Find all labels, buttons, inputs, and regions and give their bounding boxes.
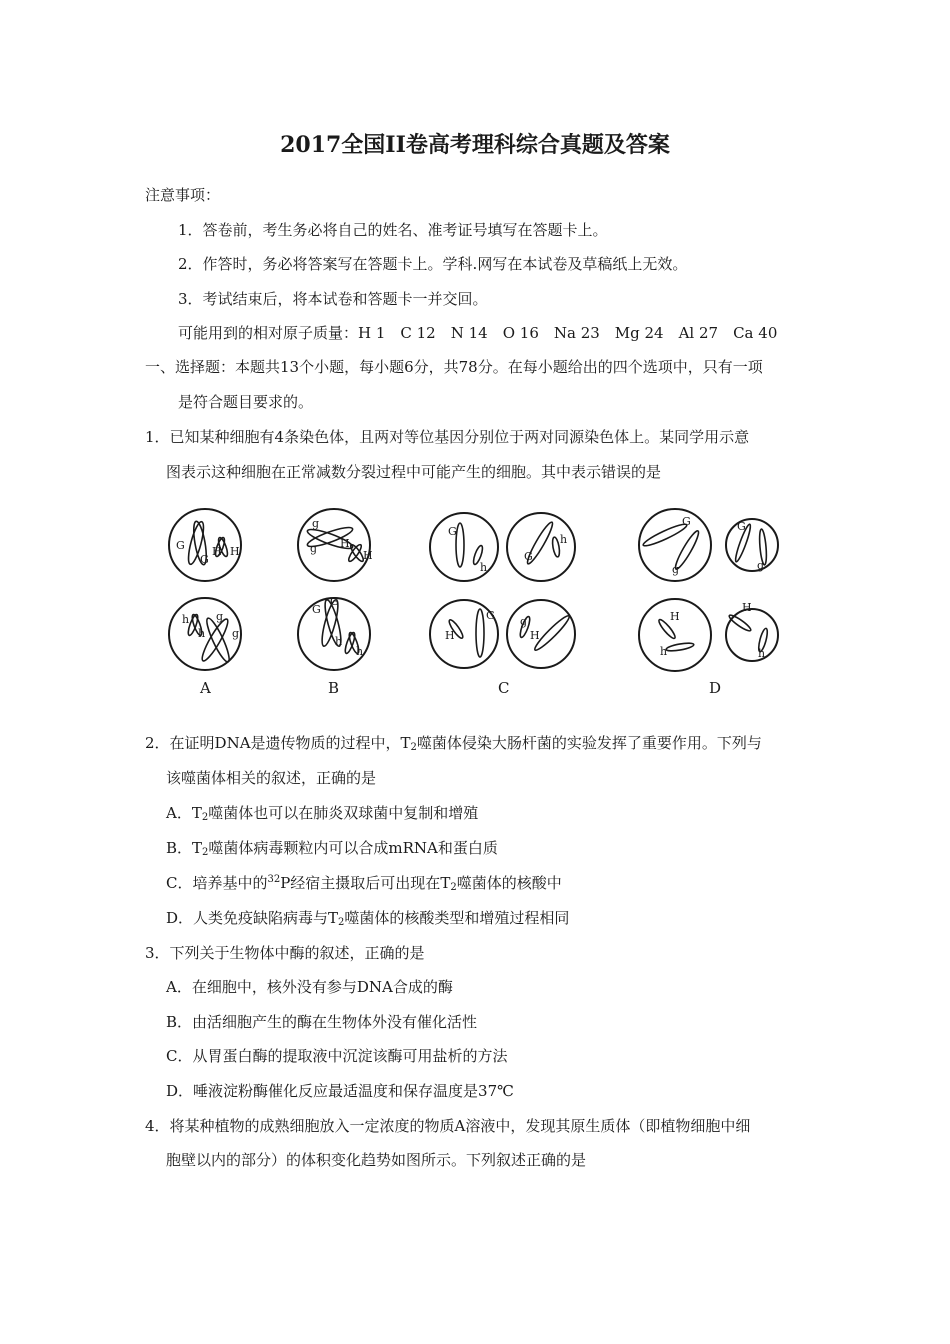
gene-label: h xyxy=(356,645,364,658)
q1-figure xyxy=(160,505,780,700)
cell-c-top-right xyxy=(507,513,575,581)
q2-stem-line1: 2．在证明DNA是遗传物质的过程中，$T_2$噬菌体侵染大肠杆菌的实验发挥了重要作用。下列与 xyxy=(145,734,762,753)
gene-label: G xyxy=(312,603,321,616)
gene-label: g xyxy=(757,559,765,572)
q3-option-c: C．从胃蛋白酶的提取液中沉淀该酶可用盐析的方法 xyxy=(166,1047,508,1065)
note-item-1: 1．答卷前，考生务必将自己的姓名、准考证号填写在答题卡上。 xyxy=(178,221,608,239)
gene-label: H xyxy=(445,629,455,642)
gene-label: H xyxy=(340,537,350,550)
gene-label: G xyxy=(330,595,339,608)
q2-stem-line2: 该噬菌体相关的叙述，正确的是 xyxy=(166,769,377,787)
q3-stem: 3．下列关于生物体中酶的叙述，正确的是 xyxy=(145,944,425,962)
gene-label: G xyxy=(524,550,533,563)
gene-label: h xyxy=(758,647,766,660)
gene-label: h xyxy=(480,561,488,574)
gene-label: G xyxy=(176,539,185,552)
gene-label: g xyxy=(520,615,528,628)
note-item-3: 3．考试结束后，将本试卷和答题卡一并交回。 xyxy=(178,290,488,308)
option-label-c: C xyxy=(498,679,510,697)
gene-label: G xyxy=(486,609,495,622)
gene-label: G xyxy=(682,515,691,528)
gene-label: H xyxy=(363,549,373,562)
gene-label: g xyxy=(672,563,680,576)
q4-stem-line1: 4．将某种植物的成熟细胞放入一定浓度的物质A溶液中，发现其原生质体（即植物细胞中细 xyxy=(145,1117,751,1135)
gene-label: H xyxy=(212,545,222,558)
cell-c-bottom-right xyxy=(507,600,575,668)
gene-label: g xyxy=(312,517,320,530)
gene-label: g xyxy=(232,627,240,640)
gene-label: H xyxy=(530,629,540,642)
note-item-2: 2．作答时，务必将答案写在答题卡上。学科.网写在本试卷及草稿纸上无效。 xyxy=(178,255,688,273)
option-label-b: B xyxy=(328,679,340,697)
q1-stem-line1: 1．已知某种细胞有4条染色体，且两对等位基因分别位于两对同源染色体上。某同学用示意 xyxy=(145,428,750,446)
gene-label: G xyxy=(737,520,746,533)
option-label-a: A xyxy=(200,679,211,697)
gene-label: G xyxy=(200,553,209,566)
gene-label: h xyxy=(335,635,343,648)
gene-label: h xyxy=(560,533,568,546)
gene-label: h xyxy=(182,613,190,626)
q2-option-a: A．$T_2$噬菌体也可以在肺炎双球菌中复制和增殖 xyxy=(166,804,479,823)
gene-label: h xyxy=(198,627,206,640)
gene-label: H xyxy=(670,610,680,623)
section-heading: 一、选择题：本题共13个小题，每小题6分，共78分。在每小题给出的四个选项中，只有一项 xyxy=(145,358,763,376)
gene-label: H xyxy=(742,601,752,614)
cell-d-top-right xyxy=(726,519,778,571)
gene-label: h xyxy=(660,645,668,658)
notes-heading: 注意事项： xyxy=(145,186,221,204)
gene-label: H xyxy=(230,545,240,558)
q2-option-d: D．人类免疫缺陷病毒与$T_2$噬菌体的核酸类型和增殖过程相同 xyxy=(166,909,570,928)
section-heading-cont: 是符合题目要求的。 xyxy=(178,393,314,411)
q1-stem-line2: 图表示这种细胞在正常减数分裂过程中可能产生的细胞。其中表示错误的是 xyxy=(166,463,662,481)
q2-option-b: B．$T_2$噬菌体病毒颗粒内可以合成mRNA和蛋白质 xyxy=(166,839,498,858)
q3-option-a: A．在细胞中，核外没有参与DNA合成的酶 xyxy=(166,978,453,996)
q1-cell-diagram xyxy=(160,505,780,700)
option-label-d: D xyxy=(709,679,722,697)
q4-stem-line2: 胞壁以内的部分）的体积变化趋势如图所示。下列叙述正确的是 xyxy=(166,1151,587,1169)
gene-label: G xyxy=(448,525,457,538)
q3-option-d: D．唾液淀粉酶催化反应最适温度和保存温度是37℃ xyxy=(166,1082,514,1100)
gene-label: g xyxy=(216,610,224,623)
atomic-mass-line: 可能用到的相对原子质量：H 1 C 12 N 14 O 16 Na 23 Mg 24 Al 27 Ca 40 xyxy=(178,324,778,342)
q3-option-b: B．由活细胞产生的酶在生物体外没有催化活性 xyxy=(166,1013,478,1031)
q2-option-c: C．培养基中的$^{32}$P经宿主摄取后可出现在$T_2$噬菌体的核酸中 xyxy=(166,874,562,893)
page-title: 2017全国II卷高考理科综合真题及答案 xyxy=(280,132,670,158)
gene-label: g xyxy=(310,542,318,555)
